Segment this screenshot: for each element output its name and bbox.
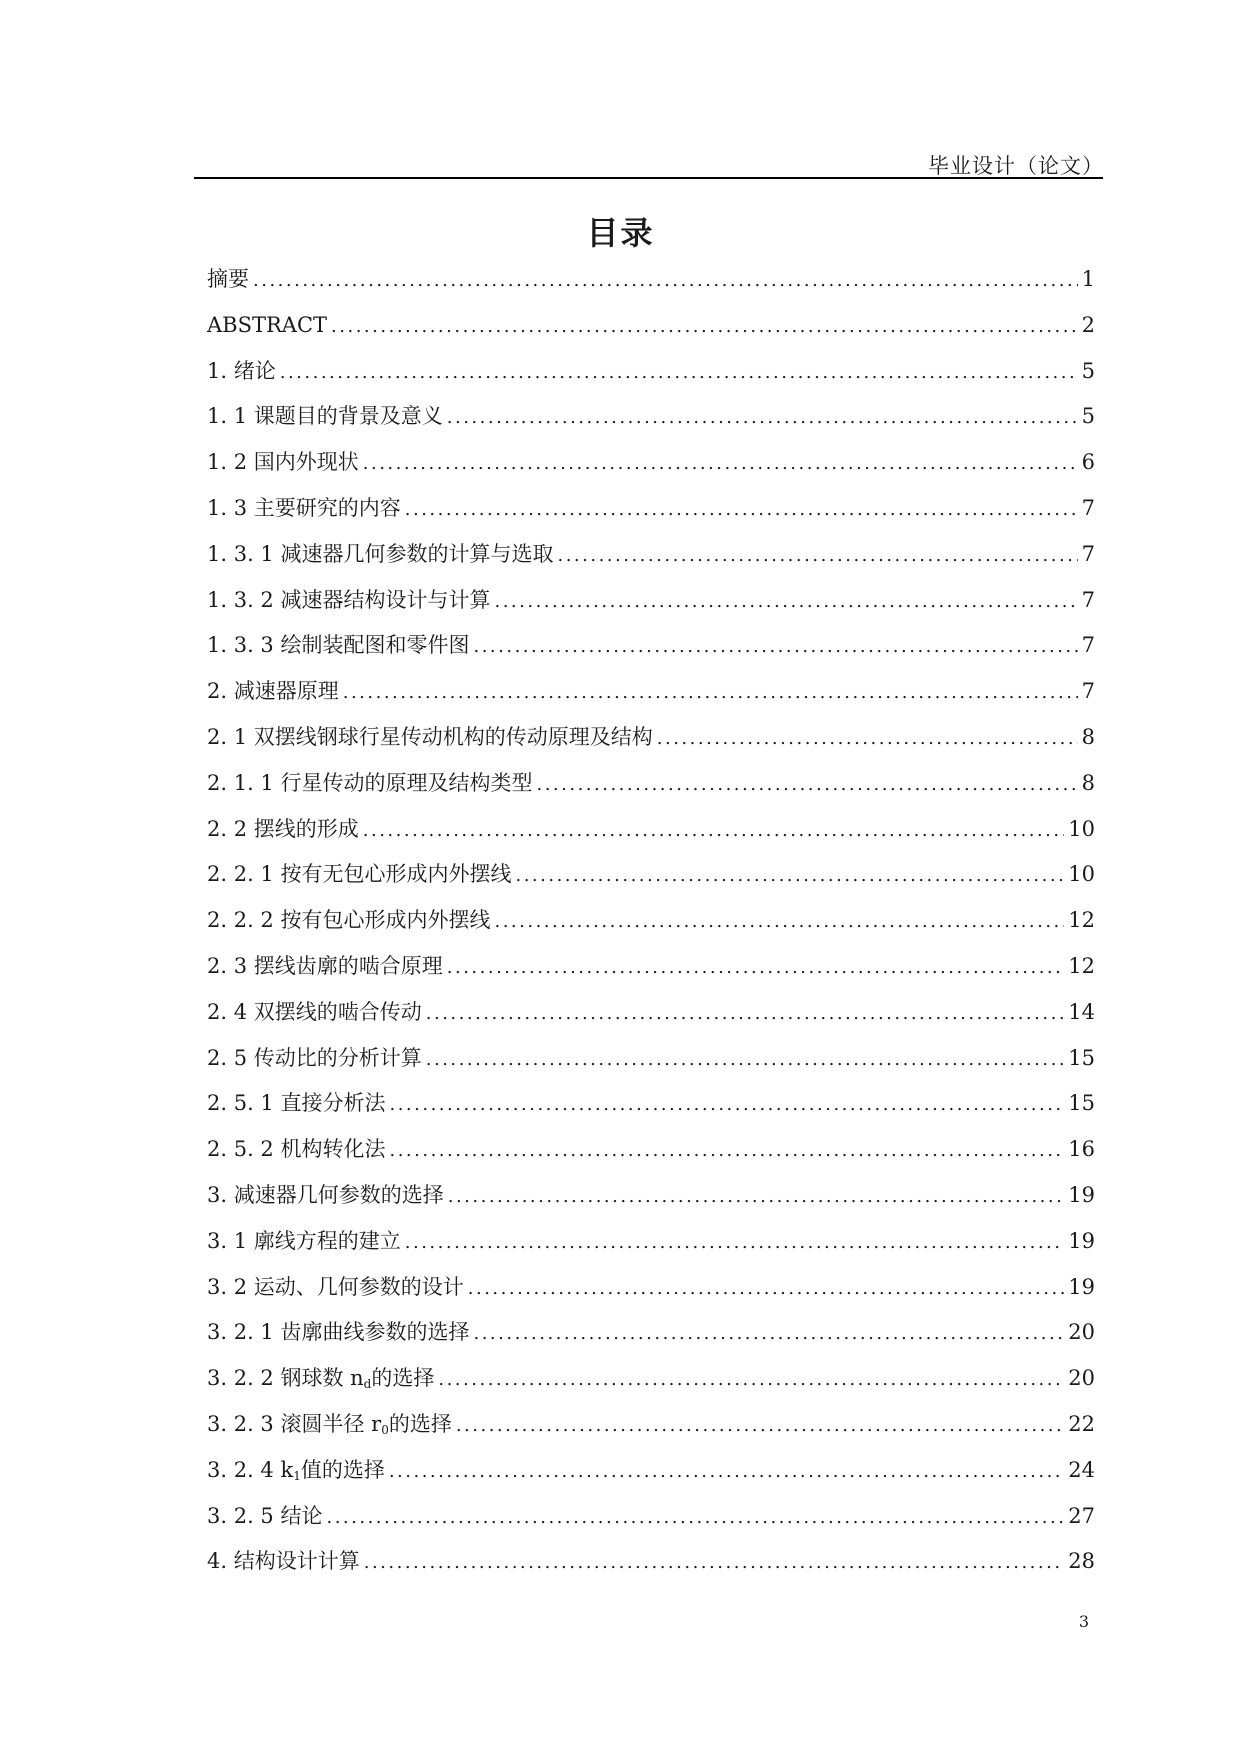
toc-entry-page: 14 [1068,999,1095,1024]
toc-entry-page: 6 [1081,450,1095,475]
toc-entry[interactable] [207,1448,1095,1494]
toc-entry[interactable] [207,623,1095,669]
dot-leader [468,1266,1065,1312]
toc-entry[interactable] [207,532,1095,578]
toc-entry-page: 16 [1068,1137,1095,1162]
toc-entry-label: 2. 2. 1 按有无包心形成内外摆线 [207,862,512,887]
toc-entry[interactable] [207,394,1095,440]
toc-entry[interactable] [207,944,1095,990]
toc-entry-label: 2. 减速器原理 [207,679,339,704]
toc-entry[interactable] [207,852,1095,898]
dot-leader [389,1128,1064,1174]
toc-entry-label: 1. 1 课题目的背景及意义 [207,404,443,429]
toc-entry-page: 7 [1081,679,1095,704]
toc-entry-label: 3. 减速器几何参数的选择 [207,1182,444,1207]
toc-entry[interactable] [207,578,1095,624]
toc-entry[interactable] [207,1036,1095,1082]
toc-entry-page: 5 [1081,404,1095,429]
toc-entry[interactable] [207,1402,1095,1448]
toc-entry[interactable] [207,715,1095,761]
toc-entry[interactable] [207,1310,1095,1356]
toc-entry[interactable] [207,1173,1095,1219]
toc-entry[interactable] [207,1539,1095,1585]
toc-entry-label: 1. 3. 1 减速器几何参数的计算与选取 [207,541,554,566]
toc-entry[interactable] [207,303,1095,349]
toc-entry[interactable] [207,1494,1095,1540]
toc-entry-label: 2. 2 摆线的形成 [207,816,359,841]
dot-leader [456,1403,1064,1449]
dot-leader [331,304,1078,350]
toc-entry-page: 19 [1068,1182,1095,1207]
page-number: 3 [1078,1612,1089,1631]
running-header: 毕业设计（论文） [928,154,1104,178]
dot-leader [473,624,1077,670]
toc-entry-page: 28 [1068,1549,1095,1574]
dot-leader [447,395,1078,441]
dot-leader [363,808,1065,854]
toc-entry-page: 24 [1068,1457,1095,1482]
toc-entry-page: 1 [1081,267,1095,291]
toc-entry-label: 1. 3 主要研究的内容 [207,495,401,520]
toc-entry-page: 5 [1081,358,1095,383]
toc-entry-label: 2. 2. 2 按有包心形成内外摆线 [207,908,491,933]
dot-leader [253,258,1078,304]
dot-leader [657,716,1078,762]
toc-entry[interactable] [207,990,1095,1036]
dot-leader [448,1174,1065,1220]
header-rule [194,177,1103,179]
toc-entry-page: 19 [1068,1274,1095,1299]
toc-entry[interactable] [207,669,1095,715]
toc-entry-page: 10 [1068,816,1095,841]
toc-entry-page: 7 [1081,541,1095,566]
toc-entry-label: 摘要 [207,267,249,291]
dot-leader [515,853,1064,899]
dot-leader [557,533,1077,579]
toc-entry-label: 1. 3. 2 减速器结构设计与计算 [207,587,491,612]
toc-entry-label: 1. 绪论 [207,358,276,383]
dot-leader [494,899,1064,945]
toc-entry-page: 20 [1068,1366,1095,1391]
toc-entry[interactable] [207,807,1095,853]
toc-entry[interactable] [207,898,1095,944]
toc-entry-page: 15 [1068,1091,1095,1116]
dot-leader [494,579,1077,625]
toc-entry-page: 2 [1081,312,1095,337]
dot-leader [343,670,1078,716]
toc-entry-page: 19 [1068,1228,1095,1253]
toc-entry-label: 2. 1 双摆线钢球行星传动机构的传动原理及结构 [207,724,653,749]
toc-entry-label: 3. 1 廓线方程的建立 [207,1228,401,1253]
toc-entry-label: 1. 3. 3 绘制装配图和零件图 [207,633,470,658]
toc-entry-page: 7 [1081,633,1095,658]
toc-entry-label: 2. 1. 1 行星传动的原理及结构类型 [207,770,533,795]
toc-entry[interactable] [207,1356,1095,1402]
toc-entry-page: 15 [1068,1045,1095,1070]
toc-entry-label: 2. 5. 2 机构转化法 [207,1137,386,1162]
dot-leader [447,945,1065,991]
toc-list [207,257,1095,1585]
toc-entry-label: 3. 2. 1 齿廓曲线参数的选择 [207,1320,470,1345]
toc-entry[interactable] [207,486,1095,532]
toc-entry-page: 8 [1081,770,1095,795]
dot-leader [389,1082,1064,1128]
toc-entry-label: 3. 2. 4 $k_1$值的选择 [207,1457,385,1483]
toc-entry-page: 8 [1081,724,1095,749]
toc-entry-label: 2. 5 传动比的分析计算 [207,1045,422,1070]
toc-entry-label: ABSTRACT [207,312,328,337]
toc-entry-page: 20 [1068,1320,1095,1345]
toc-entry-label: 3. 2. 5 结论 [207,1503,323,1528]
toc-entry[interactable] [207,440,1095,486]
dot-leader [280,350,1078,396]
toc-entry[interactable] [207,1127,1095,1173]
dot-leader [426,1037,1065,1083]
dot-leader [389,1449,1064,1495]
dot-leader [363,441,1078,487]
toc-entry[interactable] [207,257,1095,303]
toc-entry-label: 3. 2. 3 滚圆半径 $r_0$的选择 [207,1411,452,1437]
dot-leader [364,1540,1065,1586]
toc-entry-label: 2. 4 双摆线的啮合传动 [207,999,422,1024]
toc-entry-label: 1. 2 国内外现状 [207,450,359,475]
dot-leader [326,1495,1064,1541]
dot-leader [405,1220,1065,1266]
toc-entry-label: 2. 3 摆线齿廓的啮合原理 [207,953,443,978]
dot-leader [405,487,1078,533]
toc-entry-page: 27 [1068,1503,1095,1528]
toc-entry[interactable] [207,349,1095,395]
toc-entry[interactable] [207,1081,1095,1127]
toc-entry-page: 12 [1068,953,1095,978]
toc-entry-label: 3. 2. 2 钢球数 $n_d$的选择 [207,1366,435,1392]
dot-leader [473,1311,1064,1357]
toc-entry[interactable] [207,1265,1095,1311]
toc-entry-label: 3. 2 运动、几何参数的设计 [207,1274,464,1299]
toc-entry-label: 4. 结构设计计算 [207,1549,360,1574]
toc-entry[interactable] [207,761,1095,807]
toc-entry-label: 2. 5. 1 直接分析法 [207,1091,386,1116]
toc-entry-page: 12 [1068,908,1095,933]
toc-entry[interactable] [207,1219,1095,1265]
toc-entry-page: 10 [1068,862,1095,887]
toc-entry-page: 22 [1068,1411,1095,1436]
dot-leader [426,991,1065,1037]
dot-leader [438,1357,1064,1403]
dot-leader [536,762,1077,808]
toc-title: 目录 [586,214,655,252]
toc-entry-page: 7 [1081,587,1095,612]
toc-entry-page: 7 [1081,495,1095,520]
